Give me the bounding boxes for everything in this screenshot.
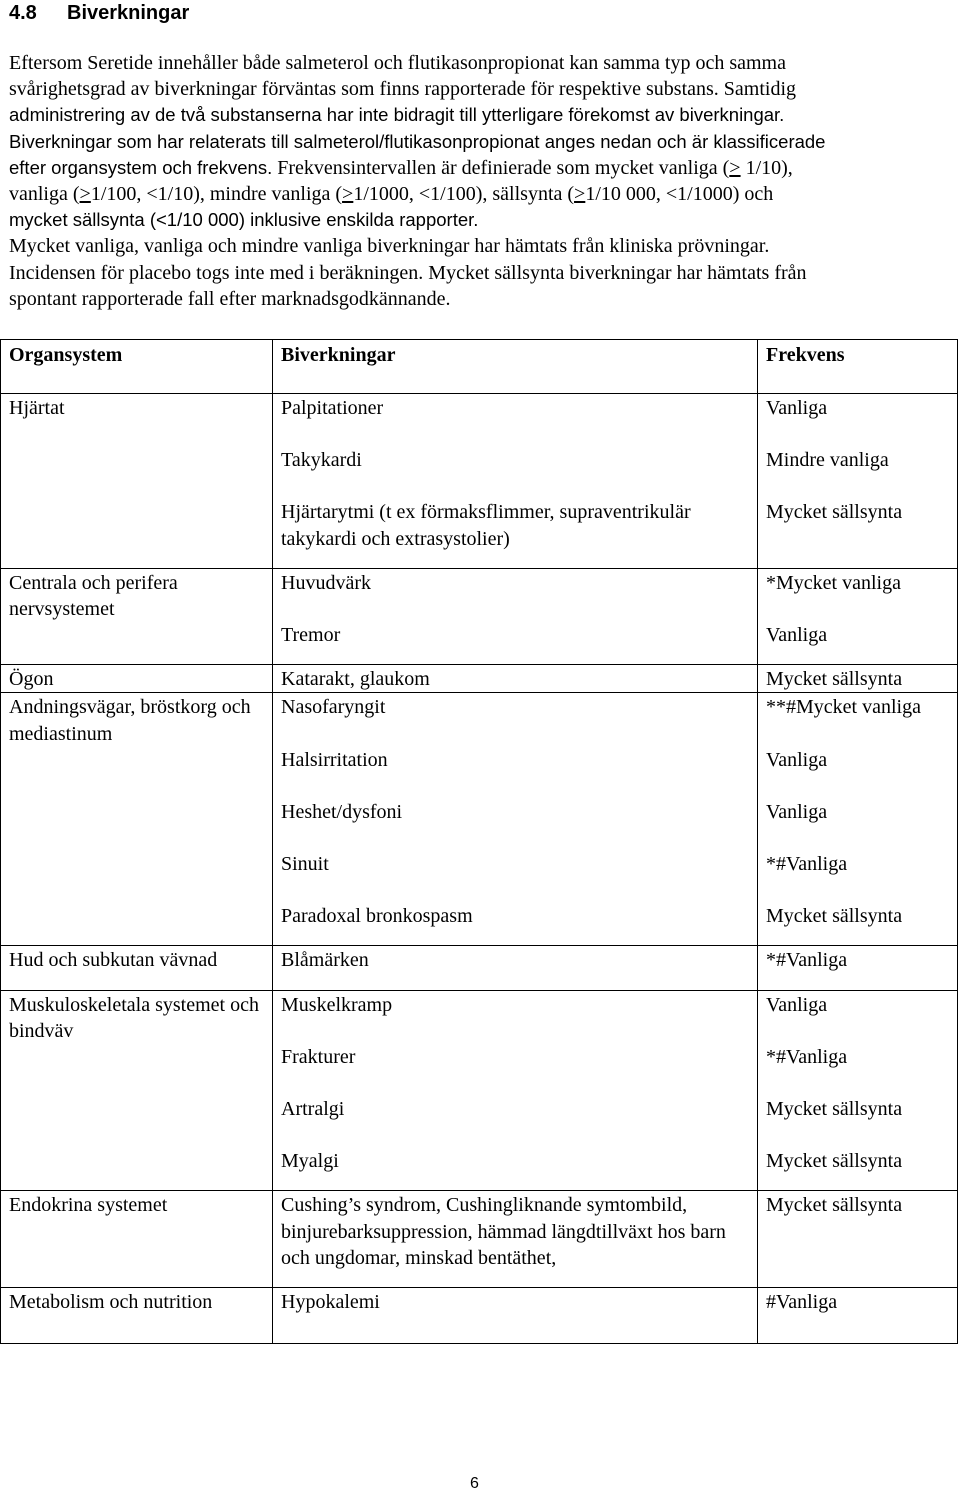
frequency-item: Mycket sällsynta (766, 501, 903, 524)
frequency-item: Mycket sällsynta (766, 1150, 903, 1173)
effect-item: Hypokalemi (281, 1291, 380, 1314)
intro-line: svårighetsgrad av biverkningar förväntas som finns rapporterade för respektive substans. Samtidig (9, 78, 797, 101)
geq-symbol: > (342, 183, 354, 206)
organ-name: Centrala och perifera nervsystemet (9, 571, 178, 621)
intro-fragment: 1/1000, <1/100), sällsynta ( (353, 183, 575, 206)
table-row (1, 990, 958, 1191)
effects-cell (273, 394, 758, 569)
section-heading (9, 0, 189, 26)
frequency-cell (758, 693, 958, 946)
intro-fragment: Frekvensintervallen är definierade som mycket vanliga ( (272, 156, 730, 179)
effect-item: Palpitationer (281, 397, 384, 419)
frequency-item: Mycket sällsynta (766, 668, 903, 691)
table-row (1, 568, 958, 664)
intro-fragment: 1/100, <1/10), mindre vanliga ( (90, 183, 343, 206)
frequency-item: Mycket sällsynta (766, 1194, 903, 1217)
table-row (1, 693, 958, 946)
frequency-item: Vanliga (766, 993, 828, 1016)
frequency-item: Mindre vanliga (766, 449, 889, 472)
frequency-item: *#Vanliga (766, 1045, 848, 1068)
intro-line: Incidensen för placebo togs inte med i beräkningen. Mycket sällsynta biverkningar har hämtats från (9, 261, 807, 284)
frequency-item: *Mycket vanliga (766, 571, 901, 594)
frequency-item: Vanliga (766, 397, 828, 419)
intro-fragment: vanliga ( (9, 183, 80, 206)
intro-line (9, 181, 949, 207)
intro-paragraph (9, 50, 949, 312)
effect-item: Artralgi (281, 1098, 345, 1121)
intro-line: administrering av de två substanserna har inte bidragit till ytterligare förekomst av biverkningar. (9, 104, 785, 126)
column-header-organ: Organsystem (1, 340, 273, 394)
frequency-item: Vanliga (766, 624, 828, 647)
organ-name: Hjärtat (9, 397, 65, 419)
effect-item: Hjärtarytmi (t ex förmaksflimmer, supraventrikulär takykardi och extrasystolier) (281, 501, 691, 550)
effects-cell (273, 946, 758, 990)
effect-item: Paradoxal bronkospasm (281, 905, 473, 928)
organ-cell (1, 665, 273, 693)
frequency-item: *#Vanliga (766, 949, 848, 972)
column-header-effects: Biverkningar (273, 340, 758, 394)
frequency-cell (758, 990, 958, 1191)
frequency-cell (758, 1288, 958, 1344)
frequency-cell (758, 946, 958, 990)
frequency-cell (758, 394, 958, 569)
organ-cell (1, 946, 273, 990)
organ-cell (1, 990, 273, 1191)
intro-line (9, 155, 949, 181)
effect-item: Heshet/dysfoni (281, 800, 403, 823)
organ-name: Hud och subkutan vävnad (9, 949, 218, 972)
effect-item: Myalgi (281, 1150, 339, 1173)
organ-name: Muskuloskeletala systemet och bindväv (9, 993, 259, 1042)
table-row (1, 665, 958, 693)
effect-item: Muskelkramp (281, 993, 393, 1016)
effect-item: Huvudvärk (281, 571, 371, 594)
column-header-frequency: Frekvens (758, 340, 958, 394)
organ-cell (1, 394, 273, 569)
effect-item: Blåmärken (281, 949, 369, 972)
table-row (1, 1191, 958, 1288)
frequency-item: #Vanliga (766, 1291, 838, 1314)
organ-name: Andningsvägar, bröstkorg och mediastinum (9, 696, 251, 745)
effects-cell (273, 990, 758, 1191)
effects-cell (273, 1191, 758, 1288)
effects-cell (273, 568, 758, 664)
table-row (1, 1288, 958, 1344)
organ-cell (1, 1288, 273, 1344)
intro-line: mycket sällsynta (<1/10 000) inklusive enskilda rapporter. (9, 209, 479, 231)
geq-symbol: > (729, 156, 741, 179)
organ-name: Metabolism och nutrition (9, 1291, 213, 1314)
effect-item: Katarakt, glaukom (281, 668, 430, 691)
intro-line: spontant rapporterade fall efter marknadsgodkännande. (9, 287, 451, 310)
effect-item: Sinuit (281, 853, 329, 876)
frequency-item: Vanliga (766, 800, 828, 823)
effects-cell (273, 693, 758, 946)
frequency-item: *#Vanliga (766, 853, 848, 876)
section-number: 4.8 (9, 2, 37, 24)
effect-item: Cushing’s syndrom, Cushingliknande symtombild, binjurebarksuppression, hämmad längdtillväxt hos barn och ungdomar, minskad bentäthet, (281, 1194, 726, 1269)
table-row (1, 394, 958, 569)
organ-cell (1, 568, 273, 664)
intro-fragment: efter organsystem och frekvens. (9, 156, 273, 178)
section-title: Biverkningar (67, 2, 190, 24)
effect-item: Nasofaryngit (281, 696, 386, 719)
intro-line: Eftersom Seretide innehåller både salmeterol och flutikasonpropionat kan samma typ och samma (9, 52, 786, 74)
effects-cell (273, 665, 758, 693)
page-number: 6 (470, 1475, 479, 1492)
table-header-row (1, 340, 958, 394)
frequency-cell (758, 568, 958, 664)
intro-line: Biverkningar som har relaterats till salmeterol/flutikasonpropionat anges nedan och är klassificerade (9, 130, 826, 152)
organ-name: Ögon (9, 668, 54, 691)
frequency-item: Mycket sällsynta (766, 1098, 903, 1121)
effects-cell (273, 1288, 758, 1344)
organ-name: Endokrina systemet (9, 1194, 168, 1217)
intro-line: Mycket vanliga, vanliga och mindre vanliga biverkningar har hämtats från kliniska prövningar. (9, 235, 770, 258)
frequency-cell (758, 665, 958, 693)
effect-item: Tremor (281, 624, 341, 647)
intro-fragment: 1/10 000, <1/1000) och (585, 183, 774, 206)
geq-symbol: > (79, 183, 91, 206)
intro-fragment: 1/10), (740, 156, 793, 179)
frequency-item: Vanliga (766, 748, 828, 771)
organ-cell (1, 693, 273, 946)
frequency-item: **#Mycket vanliga (766, 696, 921, 719)
effect-item: Frakturer (281, 1045, 356, 1068)
geq-symbol: > (574, 183, 586, 206)
effect-item: Halsirritation (281, 748, 388, 771)
frequency-item: Mycket sällsynta (766, 905, 903, 928)
effect-item: Takykardi (281, 449, 362, 472)
frequency-cell (758, 1191, 958, 1288)
adverse-reactions-table (0, 339, 958, 1344)
table-row (1, 946, 958, 990)
organ-cell (1, 1191, 273, 1288)
